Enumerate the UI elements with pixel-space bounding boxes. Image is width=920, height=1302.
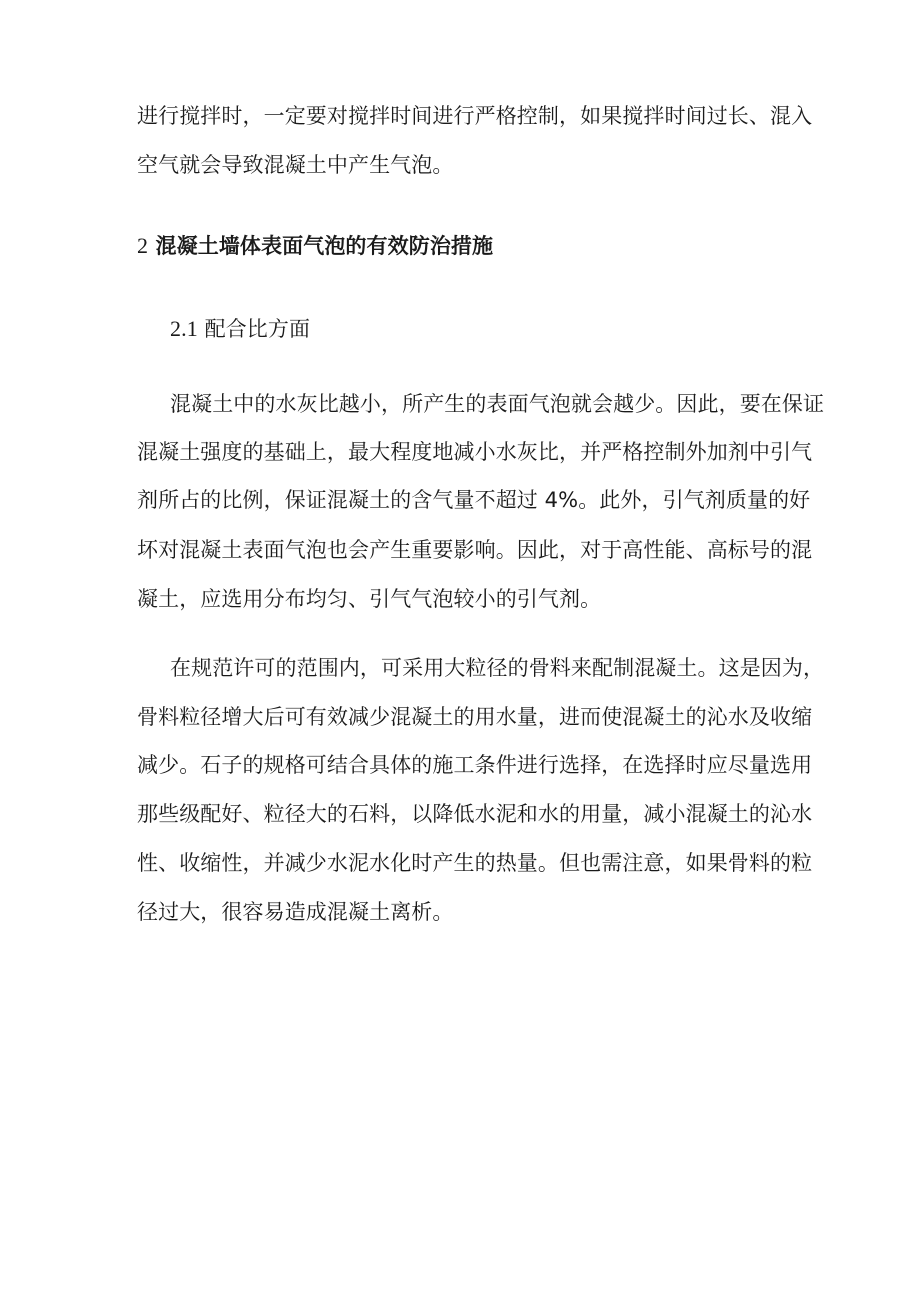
intro-line-1: 进行搅拌时，一定要对搅拌时间进行严格控制，如果搅拌时间过长、混入 xyxy=(137,104,813,128)
paragraph2-line-2: 骨料粒径增大后可有效减少混凝土的用水量，进而使混凝土的沁水及收缩 xyxy=(137,705,813,729)
paragraph2-line-3: 减少。石子的规格可结合具体的施工条件进行选择，在选择时应尽量选用 xyxy=(137,753,813,777)
paragraph2-line-6: 径过大，很容易造成混凝土离析。 xyxy=(137,900,454,924)
paragraph2-line-5: 性、收缩性，并减少水泥水化时产生的热量。但也需注意，如果骨料的粒 xyxy=(137,851,813,875)
paragraph1-line-5: 凝土，应选用分布均匀、引气气泡较小的引气剂。 xyxy=(137,587,602,611)
paragraph2-line-1: 在规范许可的范围内，可采用大粒径的骨料来配制混凝土。这是因为， xyxy=(170,656,825,680)
subsection-number: 2.1 xyxy=(170,316,198,341)
paragraph1-line-3: 剂所占的比例，保证混凝土的含气量不超过 4%。此外，引气剂质量的好 xyxy=(137,488,811,512)
paragraph1-line-2: 混凝土强度的基础上，最大程度地减小水灰比，并严格控制外加剂中引气 xyxy=(137,440,813,464)
section-number: 2 xyxy=(137,233,149,258)
paragraph1-line-4: 坏对混凝土表面气泡也会产生重要影响。因此，对于高性能、高标号的混 xyxy=(137,538,813,562)
paragraph2-line-4: 那些级配好、粒径大的石料，以降低水泥和水的用量，减小混凝土的沁水 xyxy=(137,802,813,826)
section-title: 混凝土墙体表面气泡的有效防治措施 xyxy=(155,234,494,258)
subsection-title: 配合比方面 xyxy=(204,317,311,341)
section-heading xyxy=(137,232,493,260)
intro-line-2: 空气就会导致混凝土中产生气泡。 xyxy=(137,153,454,177)
subsection-heading xyxy=(170,315,310,343)
paragraph1-line-1: 混凝土中的水灰比越小，所产生的表面气泡就会越少。因此，要在保证 xyxy=(170,392,825,416)
